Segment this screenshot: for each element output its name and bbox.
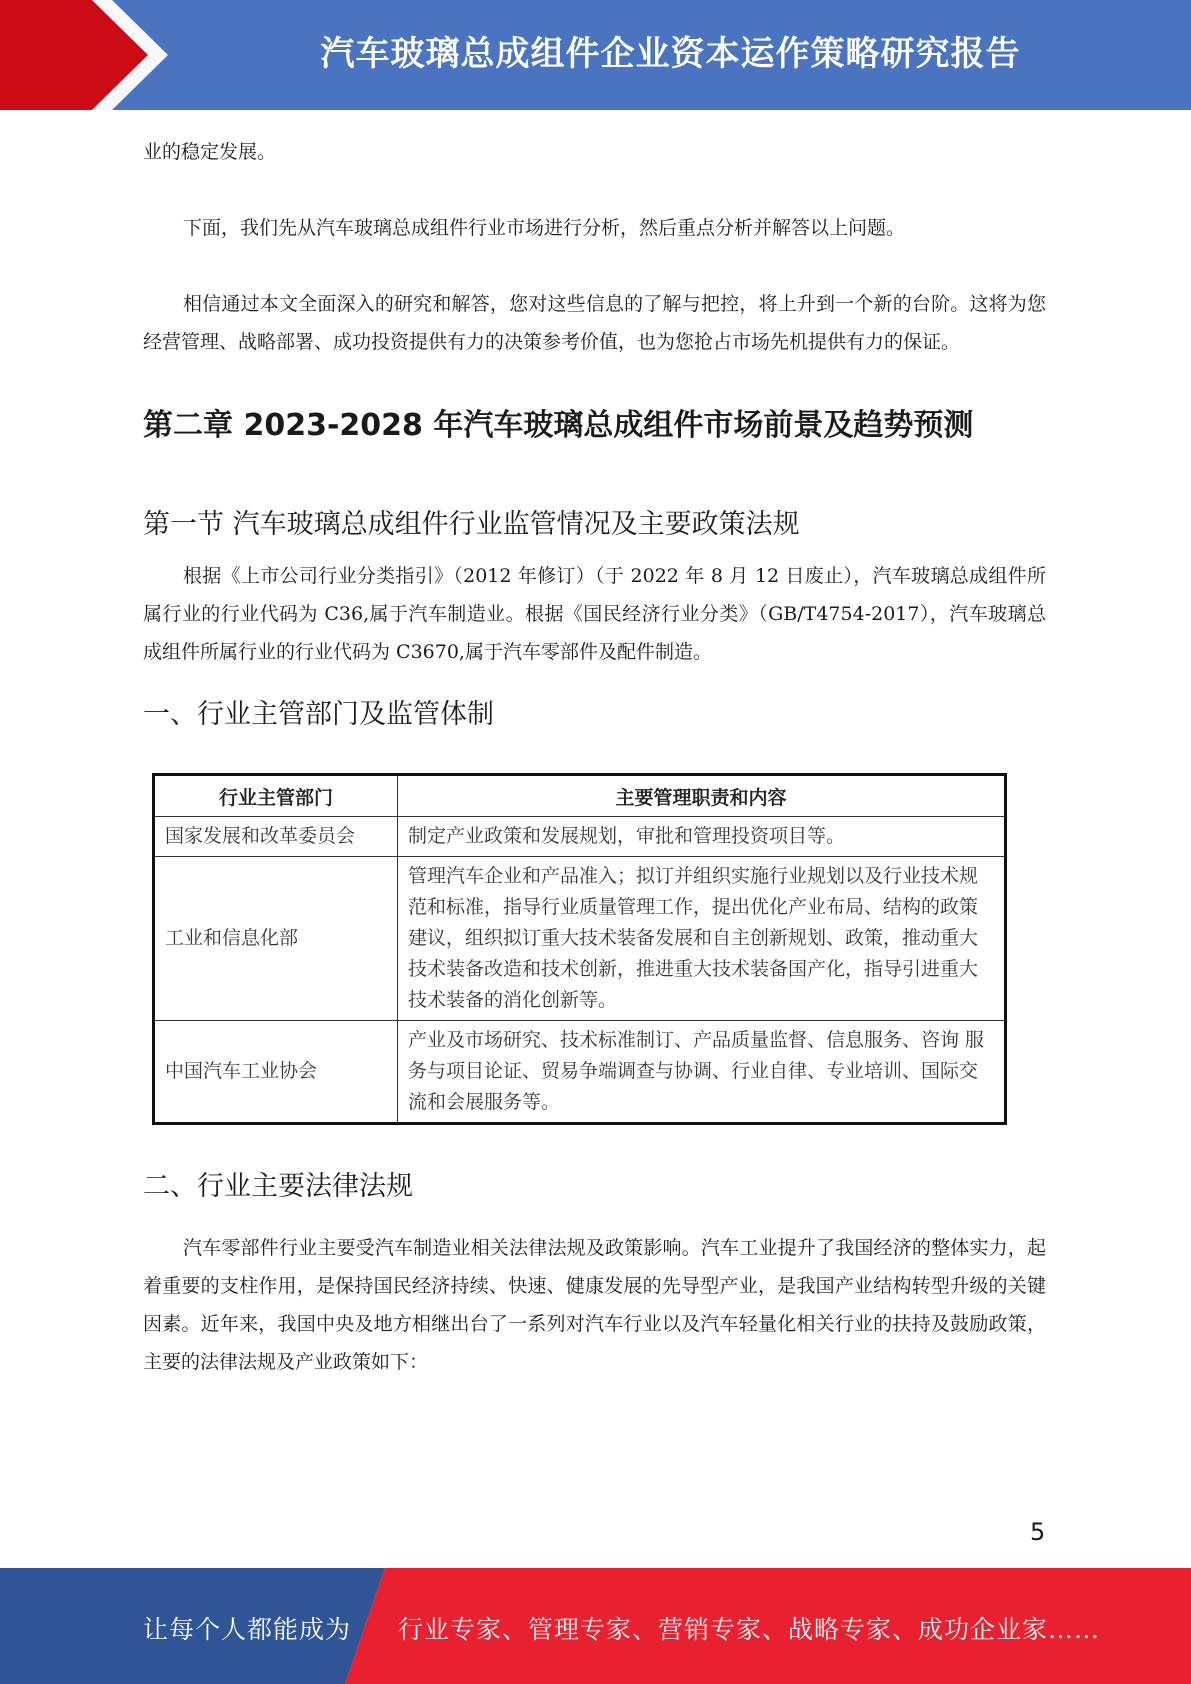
table-row [154,1021,1006,1124]
footer-slogan-right: 行业专家、管理专家、营销专家、战略专家、成功企业家…… [398,1615,1101,1644]
paragraph-industry-code: 根据《上市公司行业分类指引》（2012 年修订）（于 2022 年 8 月 12 日废止），汽车玻璃总成组件所属行业的行业代码为 C36,属于汽车制造业。根据《国民经济行业分类》（GB/T4754-2017），汽车玻璃总成组件所属行业的行业代码为 C3670,属于汽车零部件及配件制造。 [143,565,1046,663]
paragraph-intro: 下面，我们先从汽车玻璃总成组件行业市场进行分析，然后重点分析并解答以上问题。 [183,217,906,239]
footer-banner [0,1568,1191,1684]
footer-slogan-left: 让每个人都能成为 [143,1615,352,1644]
chapter-title: 第二章 2023-2028 年汽车玻璃总成组件市场前景及趋势预测 [143,408,974,443]
section-title: 第一节 汽车玻璃总成组件行业监管情况及主要政策法规 [143,509,800,540]
table-header-row [154,775,1006,817]
page-number: 5 [1030,1518,1046,1546]
paragraph-continuation: 业的稳定发展。 [143,141,277,163]
report-title: 汽车玻璃总成组件企业资本运作策略研究报告 [320,34,1021,74]
document-body [143,133,1046,1381]
table-header-department: 行业主管部门 [154,775,398,817]
table-cell-duties: 制定产业政策和发展规划，审批和管理投资项目等。 [398,817,1006,857]
table-cell-department: 国家发展和改革委员会 [154,817,398,857]
table-cell-department: 工业和信息化部 [154,857,398,1021]
table-row [154,857,1006,1021]
table-row [154,817,1006,857]
subsection-title-laws: 二、行业主要法律法规 [143,1171,413,1202]
subsection-title-regulators: 一、行业主管部门及监管体制 [143,699,494,730]
header-banner [0,0,1191,110]
table-cell-duties: 管理汽车企业和产品准入；拟订并组织实施行业规划以及行业技术规范和标准，指导行业质量管理工作，提出优化产业布局、结构的政策建议，组织拟订重大技术装备发展和自主创新规划、政策，推动重大技术装备改造和技术创新，推进重大技术装备国产化，指导引进重大技术装备的消化创新等。 [398,857,1006,1021]
table-cell-duties: 产业及市场研究、技术标准制订、产品质量监督、信息服务、咨询 服务与项目论证、贸易争端调查与协调、行业自律、专业培训、国际交流和会展服务等。 [398,1021,1006,1124]
table-header-duties: 主要管理职责和内容 [398,775,1006,817]
regulators-table [152,773,1007,1125]
paragraph-laws: 汽车零部件行业主要受汽车制造业相关法律法规及政策影响。汽车工业提升了我国经济的整体实力，起着重要的支柱作用，是保持国民经济持续、快速、健康发展的先导型产业，是我国产业结构转型升级的关键因素。近年来，我国中央及地方相继出台了一系列对汽车行业以及汽车轻量化相关行业的扶持及鼓励政策，主要的法律法规及产业政策如下： [143,1237,1046,1373]
table-cell-department: 中国汽车工业协会 [154,1021,398,1124]
paragraph-value: 相信通过本文全面深入的研究和解答，您对这些信息的了解与把控，将上升到一个新的台阶。这将为您经营管理、战略部署、成功投资提供有力的决策参考价值，也为您抢占市场先机提供有力的保证。 [143,293,1046,353]
